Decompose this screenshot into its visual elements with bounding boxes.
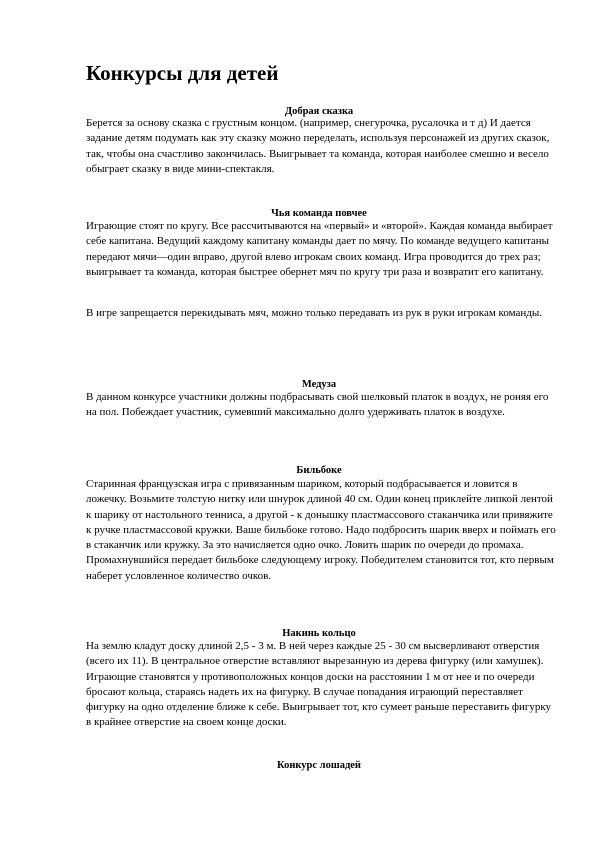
- section-title: Бильбоке: [296, 465, 342, 476]
- section-paragraph: В игре запрещается перекидывать мяч, можно только передавать из рук в руки игрокам команды.: [86, 307, 543, 319]
- section-paragraph: На землю кладут доску длиной 2,5 - 3 м. В ней через каждые 25 - 30 см высверливают отверстия (всего их 11). В центральное отверстие вставляют вырезанную из дерева фигурку (или хамушек). Играющие становятся у противоположных концов доски на расстоянии 1 м от нее и по очереди бросают кольца, стараясь надеть их на фигурку. В случае попадания играющий переставляет фигурку на одно отделение ближе к себе. Выигрывает тот, кто сумеет раньше переставить фигурку в крайнее отверстие на своем конце доски.: [86, 640, 552, 729]
- section-paragraph: Играющие стоят по кругу. Все рассчитываются на «первый» и «второй». Каждая команда выбирает себе капитана. Ведущий каждому капитану команды дает по мячу. По команде ведущего капитаны передают мячи—один вправо, другой влево игрокам своих команд. Игра проводится до трех раз; выигрывает та команда, которая быстрее обернет мяч по кругу три раза и возвратит его капитану.: [86, 220, 553, 278]
- page-title: Конкурсы для детей: [86, 61, 279, 85]
- section-title: Накинь кольцо: [282, 628, 356, 639]
- section-title: Чья команда повчее: [271, 208, 367, 219]
- section-paragraph: В данном конкурсе участники должны подбрасывать свой шелковый платок в воздух, не роняя его на пол. Побеждает участник, сумевший максимально долго удерживать платок в воздухе.: [86, 391, 549, 419]
- section-paragraph: Старинная французская игра с привязанным шариком, который подбрасывается и ловится в ложечку. Возьмите толстую нитку или шнурок длиной 40 см. Один конец приклейте липкой лентой к шарику от настольного тенниса, а другой - к донышку пластмассового стаканчика или привяжите к ручке пластмассовой кружки. Ваше бильбоке готово. Надо подбросить шарик вверх и поймать его в стаканчик или кружку. За это начисляется одно очко. Ловить шарик по очереди до промаха. Промахнувшийся передает бильбоке следующему игроку. Победителем становится тот, кто первым наберет условленное количество очков.: [86, 478, 556, 582]
- section-title: Конкурс лошадей: [277, 760, 361, 771]
- section-paragraph: Берется за основу сказка с грустным концом. (например, снегурочка, русалочка и т д) И дается задание детям подумать как эту сказку можно переделать, используя персонажей из других сказок, так, чтобы она счастливо закончилась. Выигрывает та команда, которая наиболее смешно и весело обыграет сказку в виде мини-спектакля.: [86, 117, 550, 175]
- section-title: Медуза: [301, 379, 337, 390]
- section-title: Добрая сказка: [284, 106, 354, 117]
